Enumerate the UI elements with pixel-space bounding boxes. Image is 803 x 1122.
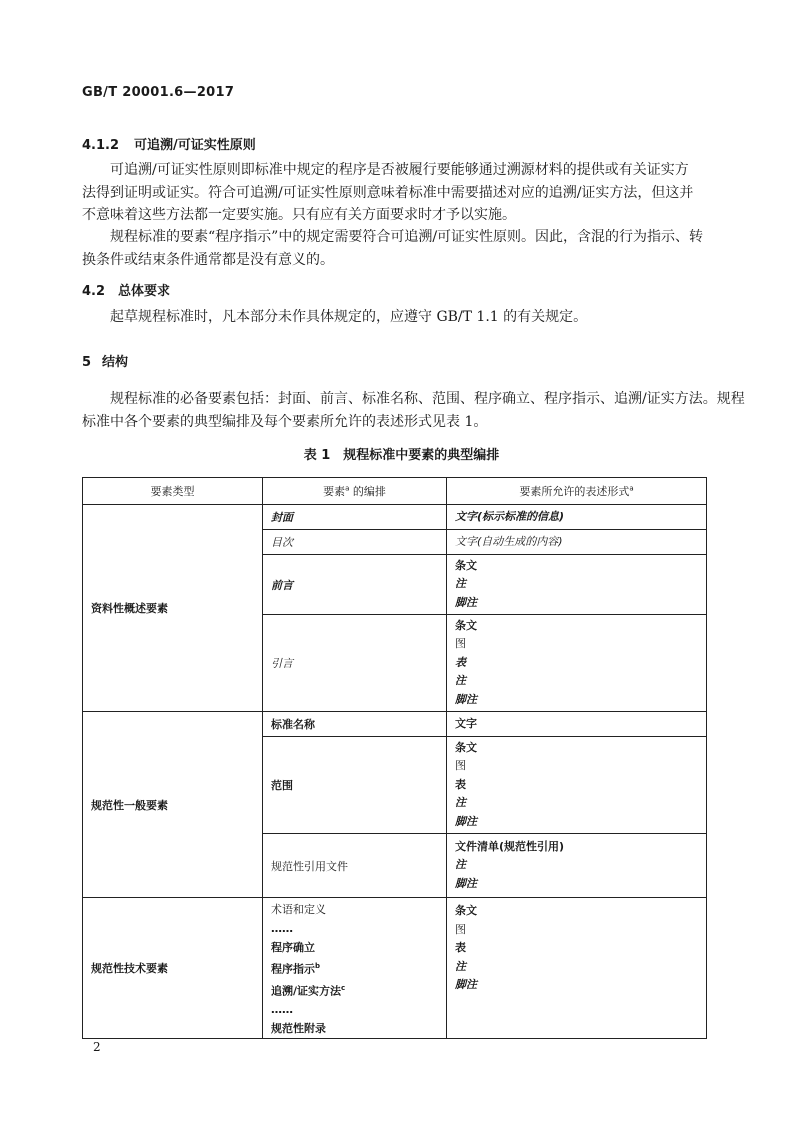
element-cell: 范围	[263, 737, 447, 834]
header-allowed-forms	[447, 478, 707, 505]
element-cell: 前言	[263, 555, 447, 615]
header-text: 的编排	[352, 485, 386, 498]
form-item: 脚注	[455, 692, 477, 706]
header-text: 要素所允许的表述形式	[519, 485, 630, 498]
element-cell: 目次	[263, 530, 447, 555]
forms-cell	[447, 712, 707, 737]
table-row	[83, 505, 707, 530]
header-element-arrangement	[263, 478, 447, 505]
element-cell: 标准名称	[263, 712, 447, 737]
form-item: 文件清单(规范性引用)	[455, 839, 565, 853]
paragraph-line: 不意味着这些方法都一定要实施。只有应有关方面要求时才予以实施。	[82, 207, 516, 223]
form-item: 注	[455, 796, 466, 810]
form-item: 文字(标示标准的信息)	[455, 509, 565, 523]
section-5-heading	[82, 351, 128, 370]
form-item: 注	[455, 674, 466, 688]
footnote-marker: c	[341, 983, 346, 992]
element-item	[271, 957, 438, 979]
form-item: 条文	[455, 558, 477, 572]
element-item-text: 追溯/证实方法	[271, 984, 342, 998]
element-item: ……	[271, 1003, 293, 1017]
form-item: 表	[455, 941, 466, 954]
section-4-2-heading	[82, 280, 170, 299]
table-header-row	[83, 478, 707, 505]
element-cell: 引言	[263, 615, 447, 712]
form-item: 图	[455, 759, 466, 773]
form-item: 脚注	[455, 814, 477, 828]
paragraph-line: 标准中各个要素的典型编排及每个要素所允许的表述形式见表 1。	[82, 413, 488, 430]
element-cell: 封面	[263, 505, 447, 530]
forms-cell	[447, 530, 707, 555]
header-text: 要素	[323, 485, 346, 498]
forms-cell	[447, 834, 707, 898]
form-item: 文字(自动生成的内容)	[455, 534, 563, 548]
header-element-type: 要素类型	[83, 478, 263, 505]
form-item: 表	[455, 777, 466, 791]
form-item: 脚注	[455, 876, 477, 890]
section-number: 4.2	[82, 284, 106, 299]
form-item: 脚注	[455, 978, 477, 991]
form-item: 条文	[455, 618, 477, 632]
paragraph-structure	[82, 388, 745, 433]
paragraph-line: 规程标准的必备要素包括：封面、前言、标准名称、范围、程序确立、程序指示、追溯/证实方法。规程	[110, 391, 745, 407]
form-item: 注	[455, 959, 466, 973]
paragraph-line: 法得到证明或证实。符合可追溯/可证实性原则意味着标准中需要描述对应的追溯/证实方法，但这并	[82, 184, 694, 201]
category-cell: 规范性技术要素	[83, 898, 263, 1039]
section-title: 可追溯/可证实性原则	[134, 138, 256, 153]
paragraph-traceability-principle	[82, 159, 706, 227]
section-number: 5	[82, 355, 92, 370]
form-item: 图	[455, 922, 466, 936]
element-cell	[263, 898, 447, 1039]
paragraph-line: 规程标准的要素“程序指示”中的规定需要符合可追溯/可证实性原则。因此，含混的行为指示、转	[110, 229, 704, 245]
form-item: 文字	[455, 716, 477, 730]
category-cell: 规范性一般要素	[83, 712, 263, 898]
section-number: 4.1.2	[82, 138, 120, 153]
paragraph-procedure-instructions	[82, 226, 706, 271]
category-cell: 资料性概述要素	[83, 505, 263, 712]
paragraph-general-requirements	[82, 306, 706, 329]
element-item: ……	[271, 922, 293, 935]
section-4-1-2-heading	[82, 134, 256, 153]
form-item: 图	[455, 637, 466, 651]
element-item: 程序确立	[271, 941, 315, 954]
element-cell: 规范性引用文件	[263, 834, 447, 898]
forms-cell	[447, 555, 707, 615]
forms-cell	[447, 898, 707, 1039]
form-item: 条文	[455, 740, 477, 754]
element-item-text: 程序指示	[271, 962, 315, 976]
forms-cell	[447, 737, 707, 834]
section-title: 结构	[102, 355, 129, 370]
form-item: 表	[455, 655, 466, 669]
table-row	[83, 712, 707, 737]
paragraph-line: 换条件或结束条件通常都是没有意义的。	[82, 251, 334, 268]
table-row	[83, 898, 707, 1039]
element-item: 规范性附录	[271, 1022, 326, 1036]
forms-cell	[447, 615, 707, 712]
page-number: 2	[93, 1040, 101, 1054]
form-item: 注	[455, 858, 466, 872]
form-item: 脚注	[455, 595, 477, 609]
forms-cell	[447, 505, 707, 530]
form-item: 注	[455, 577, 466, 591]
section-title: 总体要求	[118, 284, 171, 299]
table-caption: 表 1 规程标准中要素的典型编排	[303, 448, 500, 463]
element-item	[271, 979, 438, 1001]
footnote-marker: a	[345, 484, 350, 493]
document-header: GB/T 20001.6—2017	[82, 85, 235, 100]
paragraph-line: 起草规程标准时，凡本部分未作具体规定的，应遵守 GB/T 1.1 的有关规定。	[110, 309, 588, 325]
footnote-marker: b	[315, 962, 321, 970]
paragraph-line: 可追溯/可证实性原则即标准中规定的程序是否被履行要能够通过溯源材料的提供或有关证实方	[110, 162, 689, 178]
form-item: 条文	[455, 904, 477, 917]
element-item: 术语和定义	[271, 903, 326, 916]
footnote-marker: a	[629, 484, 634, 493]
element-arrangement-table	[82, 477, 707, 1039]
